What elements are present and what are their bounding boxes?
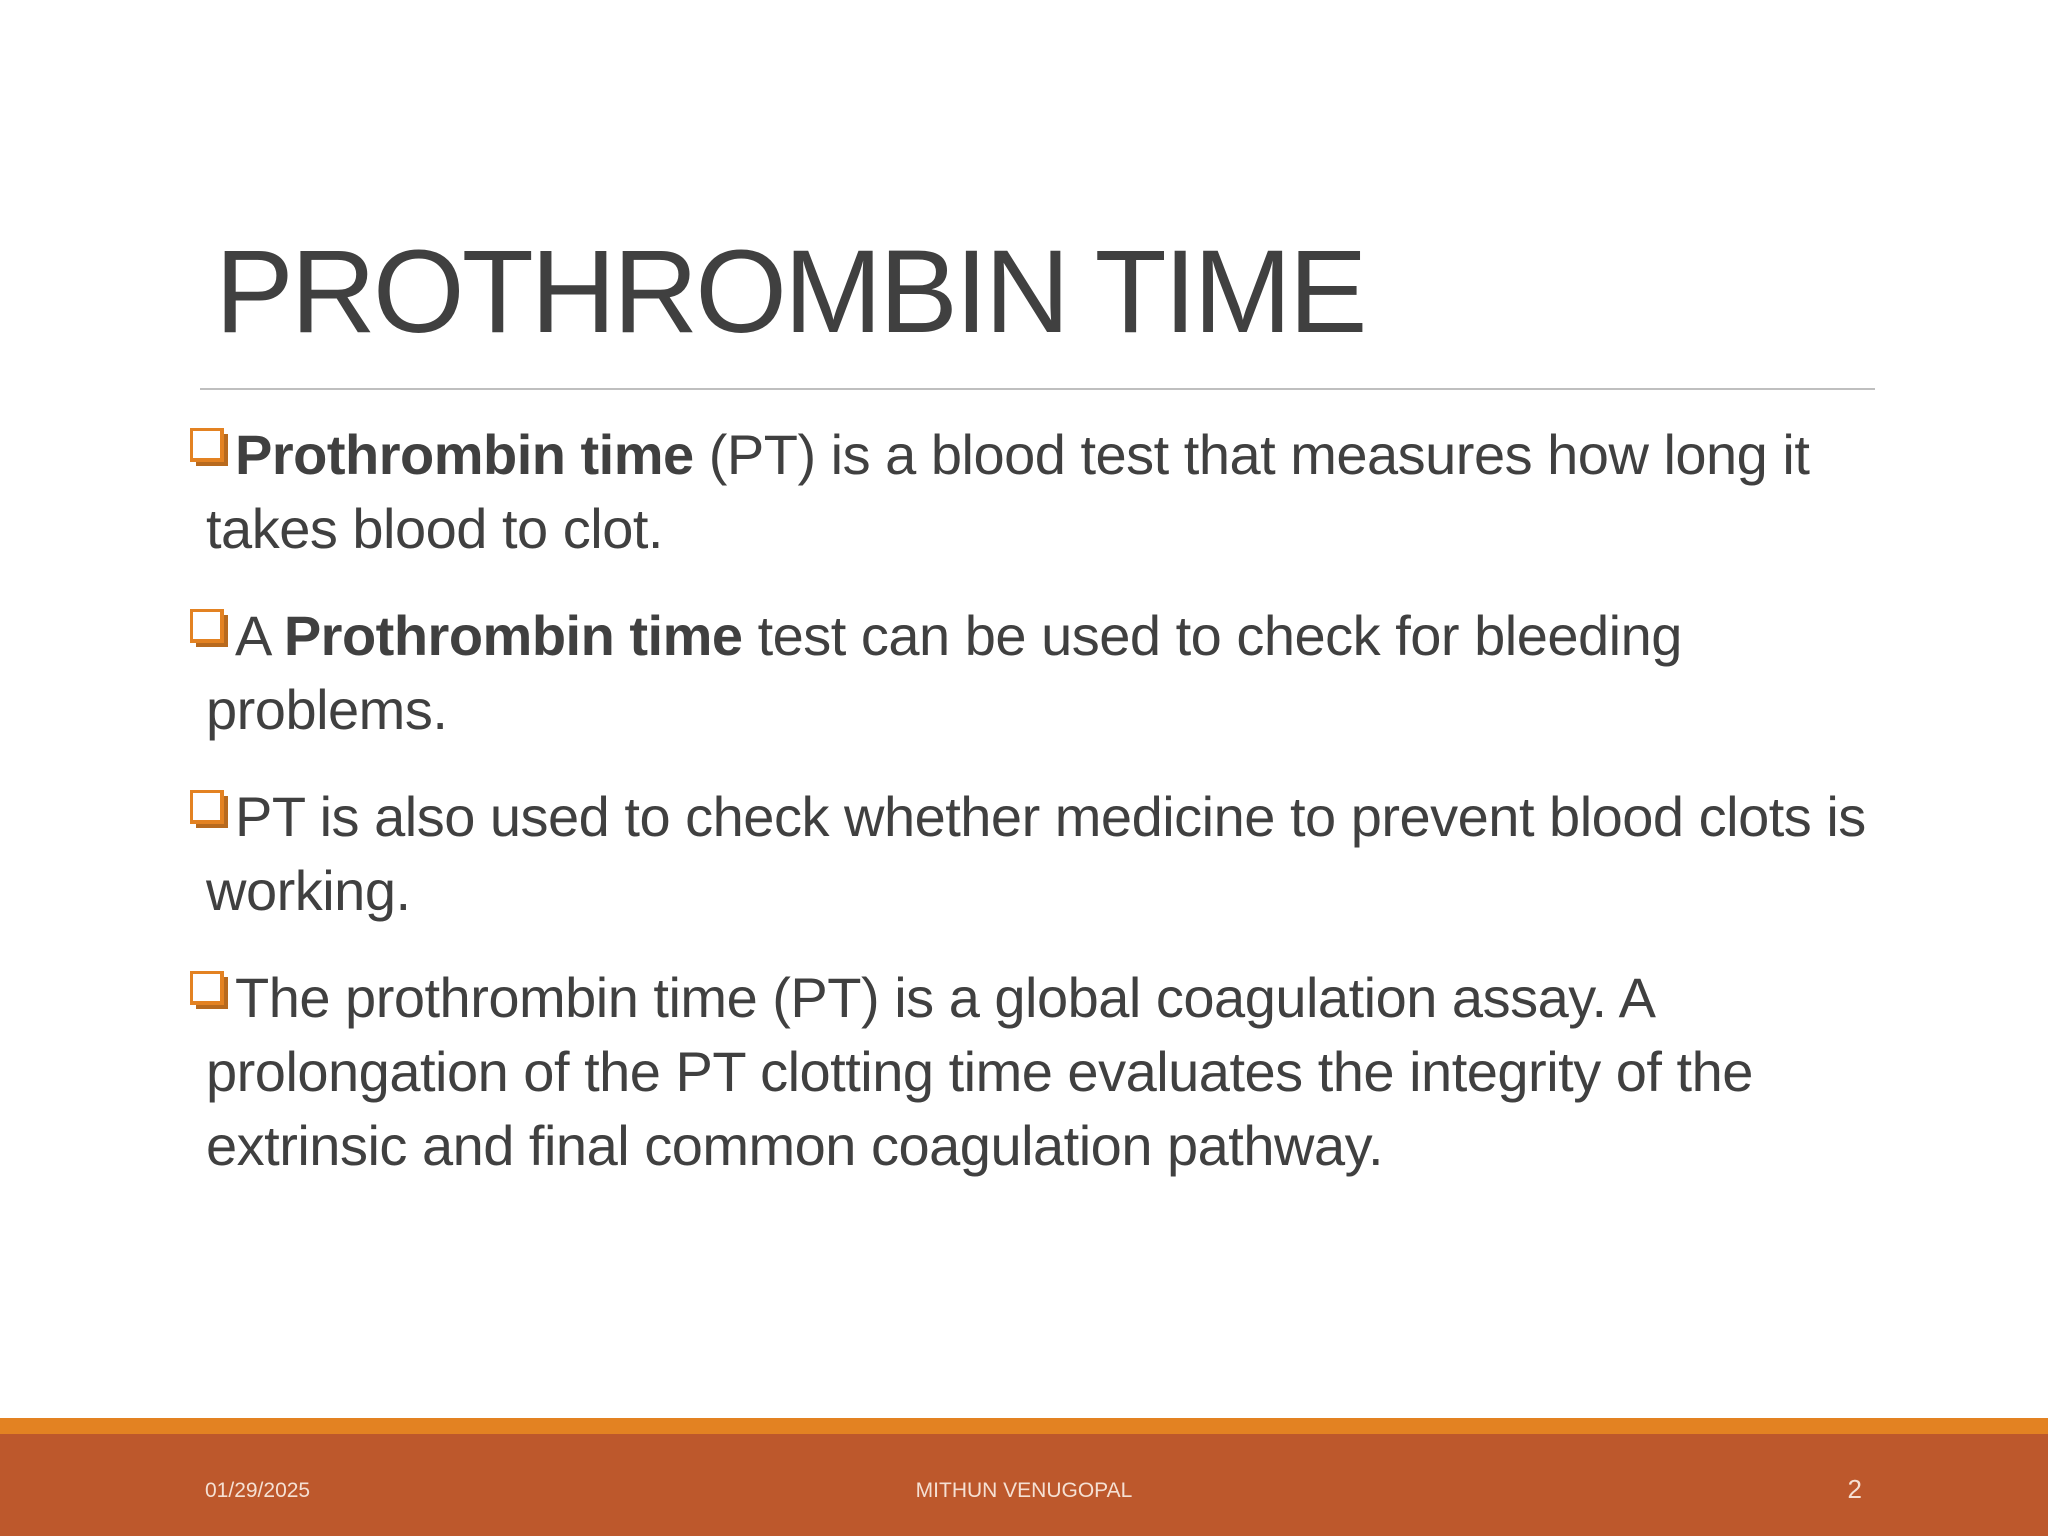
- bullet-text: Prothrombin time (PT) is a blood test that measures how long it takes blood to clot.: [206, 423, 1810, 560]
- footer-band: [0, 1434, 2048, 1536]
- bullet-text: PT is also used to check whether medicine to prevent blood clots is working.: [206, 785, 1866, 922]
- slide-number: 2: [1847, 1474, 1862, 1504]
- bullet-text: The prothrombin time (PT) is a global coagulation assay. A prolongation of the PT clotting time evaluates the integrity of the extrinsic and final common coagulation pathway.: [206, 966, 1753, 1177]
- checkbox-icon: [190, 971, 230, 1011]
- footer-author: MITHUN VENUGOPAL: [915, 1479, 1133, 1502]
- bullet-bold-term: Prothrombin time: [235, 423, 694, 486]
- bullet-list: [190, 418, 1890, 1216]
- footer-date: 01/29/2025: [205, 1479, 311, 1502]
- bullet-item: [190, 780, 1890, 928]
- title-divider: [200, 388, 1875, 390]
- bullet-item: [190, 961, 1890, 1183]
- bullet-item: [190, 418, 1890, 566]
- checkbox-icon: [190, 790, 230, 830]
- bullet-bold-term: Prothrombin time: [283, 604, 743, 667]
- slide-title: PROTHROMBIN TIME: [215, 226, 1365, 358]
- footer-accent-stripe: [0, 1418, 2048, 1434]
- bullet-item: [190, 599, 1890, 747]
- checkbox-icon: [190, 428, 230, 468]
- checkbox-icon: [190, 609, 230, 649]
- bullet-text: A Prothrombin time test can be used to check for bleeding problems.: [206, 604, 1682, 741]
